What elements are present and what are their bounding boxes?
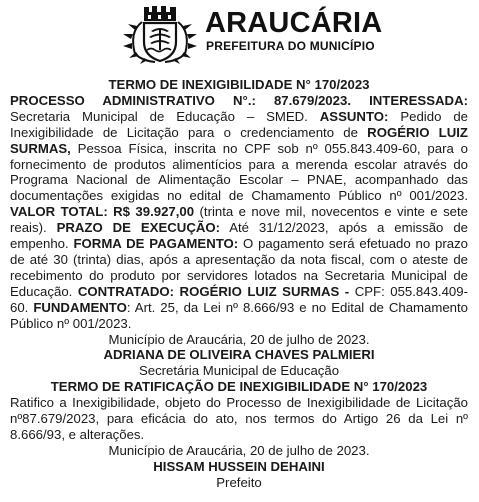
signer-role: Secretária Municipal de Educação bbox=[138, 363, 340, 379]
termo-inexigibilidade-title: TERMO DE INEXIGIBILIDADE N° 170/2023 bbox=[108, 77, 370, 92]
termo-ratificacao-text: Ratifico a Inexigibilidade, objeto do Processo de Inexigibilidade de Licitação nº87.679/2023, para eficácia do ato, nos termos do Artigo 26 da Lei nº 8.666/93, e alterações. bbox=[10, 395, 468, 442]
fundamento-text: : Art. 25, da Lei nº 8.666/93 e no Edital de Chamamento Público nº 001/2023. bbox=[10, 299, 469, 331]
contratado-name: ROGÉRIO LUIZ SURMAS, bbox=[10, 124, 468, 156]
brand-name: ARAUCÁRIA bbox=[205, 7, 383, 39]
termo-inexigibilidade-text bbox=[10, 93, 468, 332]
processo-label: PROCESSO ADMINISTRATIVO N°.: 87.679/2023. INTERESSADA: bbox=[10, 92, 468, 108]
interessada-text: Secretaria Municipal de Educação – SMED. bbox=[10, 108, 320, 124]
signer-name: ADRIANA DE OLIVEIRA CHAVES PALMIERI bbox=[103, 347, 375, 363]
date-line: Município de Araucária, 20 de julho de 2023. bbox=[108, 331, 370, 347]
assunto-text-1: Pedido de Inexigibilidade de Licitação para o credenciamento de bbox=[10, 108, 469, 140]
assunto-text-2: Pessoa Física, inscrita no CPF sob nº 055.843.409-60, para o fornecimento de produtos alimentícios para a merenda escolar através do Programa Nacional de Alimentação Escolar – PNAE, acompanhado das documentações exigidas no edital de Chamamento Público nº 001/2023. bbox=[10, 140, 468, 204]
assunto-label: ASSUNTO: bbox=[319, 108, 389, 124]
cpf-text: CPF: 055.843.409-60. bbox=[10, 283, 468, 315]
prefeito-name: HISSAM HUSSEIN DEHAINI bbox=[153, 458, 325, 474]
termo-ratificacao-title: TERMO DE RATIFICAÇÃO DE INEXIGIBILIDADE N° 170/2023 bbox=[50, 379, 428, 395]
prefeito-role: Prefeito bbox=[216, 474, 262, 490]
prazo-label: PRAZO DE EXECUÇÃO: bbox=[56, 220, 221, 236]
municipal-coat-of-arms-icon bbox=[117, 4, 203, 64]
brand-subtitle: PREFEITURA DO MUNICÍPIO bbox=[206, 39, 375, 53]
contratado-label: CONTRATADO: ROGÉRIO LUIZ SURMAS - bbox=[77, 283, 350, 299]
fundamento-label: FUNDAMENTO bbox=[33, 299, 127, 315]
ratificacao-date-line: Município de Araucária, 20 de julho de 2023. bbox=[108, 442, 370, 458]
valor-label: VALOR TOTAL: R$ 39.927,00 bbox=[10, 204, 195, 220]
masthead bbox=[0, 4, 479, 68]
valor-text: (trinta e nove mil, novecentos e vinte e sete reais). bbox=[10, 204, 468, 236]
publication-body bbox=[10, 77, 468, 491]
forma-pagamento-text: O pagamento será efetuado no prazo de até 30 (trinta) dias, após a apresentação da nota fiscal, com o ateste de recebimento do produto por servidores lotados na Secretaria Municipal de Educação. bbox=[10, 236, 469, 299]
prazo-text: Até 31/12/2023, após a emissão de empenho. bbox=[10, 220, 468, 252]
forma-pagamento-label: FORMA DE PAGAMENTO: bbox=[73, 236, 239, 252]
